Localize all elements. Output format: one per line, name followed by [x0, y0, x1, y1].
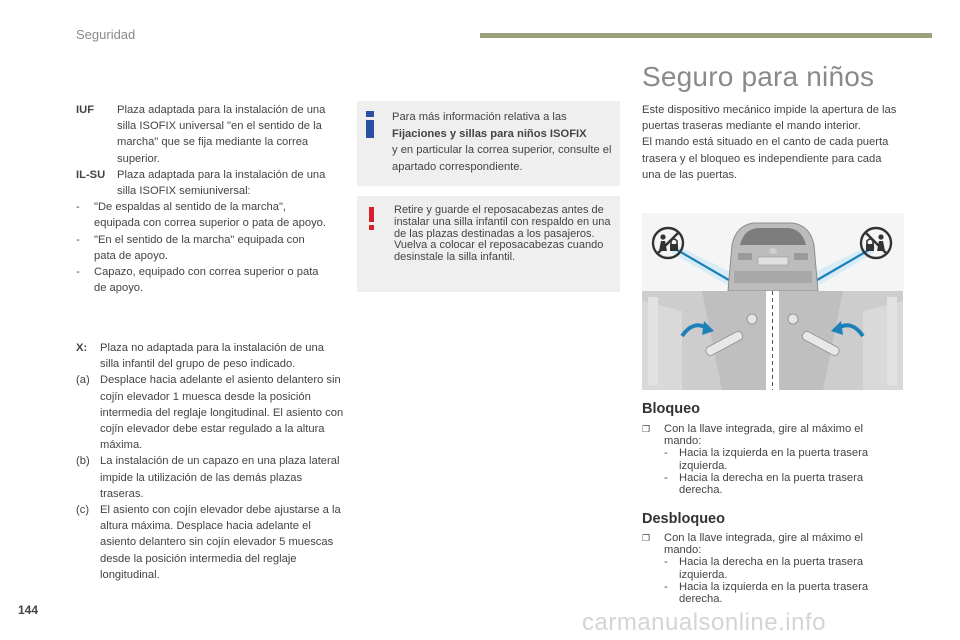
- door-edge-drawing-left: [642, 291, 766, 390]
- page-title: Seguro para niños: [642, 61, 875, 92]
- note-item: [76, 453, 346, 502]
- sub-text: Hacia la derecha en la puerta trasera izquierda.: [679, 556, 864, 581]
- definition-iuf: [76, 102, 346, 167]
- dash-text: "De espaldas al sentido de la marcha", equipada con correa superior o pata de apoyo.: [94, 201, 326, 230]
- bullet-text: Con la llave integrada, gire al máximo el mando:: [664, 532, 863, 557]
- note-mark: (b): [76, 455, 90, 468]
- definition-term: IL-SU: [76, 168, 106, 181]
- definition-term: IUF: [76, 104, 95, 116]
- warning-text: Retire y guarde el reposacabezas antes de instalar una silla infantil con respaldo en una de las plazas destinadas a los pasajeros. Vuelva a colocar el reposacabezas cuando desinstale la silla infantil.: [394, 204, 611, 264]
- definition-desc: Plaza adaptada para la instalación de una silla ISOFIX semiuniversal:: [117, 168, 326, 198]
- bullet-marker-icon: ❒: [642, 533, 651, 543]
- note-text: El asiento con cojín elevador debe ajustarse a la altura máxima. Desplace hacia adelante el asiento delantero sin cojín elevador 5 muescas desde la posición intermedia del reglaje longitudinal.: [100, 504, 341, 581]
- info-box: [357, 101, 620, 186]
- sub-item: [664, 581, 900, 605]
- definition-ilsu: [76, 167, 346, 199]
- heading-bloqueo: Bloqueo: [642, 401, 700, 417]
- note-text: Desplace hacia adelante el asiento delantero sin cojín elevador 1 muesca desde la posición intermedia del reglaje longitudinal. El asiento con cojín elevador debe estar regulado a la altura máxima.: [100, 374, 344, 452]
- warning-box: [357, 196, 620, 292]
- intro-paragraph-2: El mando está situado en el canto de cada puerta trasera y el bloqueo es independiente para cada una de las puertas.: [642, 136, 889, 181]
- info-text: [392, 109, 614, 175]
- note-text: Plaza no adaptada para la instalación de una silla infantil del grupo de peso indicado.: [100, 342, 324, 371]
- dash-text: Capazo, equipado con correa superior o pata de apoyo.: [94, 266, 319, 295]
- page-number: 144: [18, 603, 39, 617]
- note-item: [76, 340, 346, 372]
- header-accent-bar: [480, 33, 932, 38]
- desbloqueo-steps: [642, 532, 900, 605]
- note-mark: (c): [76, 504, 90, 517]
- info-icon: [365, 111, 375, 138]
- dash-text: "En el sentido de la marcha" equipada con pata de apoyo.: [94, 233, 305, 262]
- sub-text: Hacia la izquierda en la puerta trasera derecha.: [679, 580, 869, 606]
- sub-item: [664, 472, 900, 496]
- child-lock-icon-right: [858, 225, 894, 261]
- dash-marker: -: [664, 556, 668, 569]
- note-item: [76, 372, 346, 453]
- definition-desc: Plaza adaptada para la instalación de una silla ISOFIX universal "en el sentido de la marcha" que se fija mediante la correa superior.: [117, 104, 326, 165]
- dash-item: [76, 199, 346, 231]
- figure-divider: [768, 291, 777, 390]
- car-rear-illustration: [642, 213, 904, 291]
- bullet-text: Con la llave integrada, gire al máximo el mando:: [664, 423, 863, 448]
- dash-item: [76, 264, 346, 296]
- bullet-marker-icon: ❒: [642, 424, 651, 434]
- door-edge-illustration-left: [642, 291, 766, 390]
- child-lock-icon-left: [650, 225, 686, 261]
- column-1: [76, 102, 346, 296]
- dash-marker: -: [76, 233, 80, 246]
- watermark: carmanualsonline.info: [582, 609, 826, 636]
- dash-item: [76, 232, 346, 264]
- bloqueo-steps: [642, 423, 900, 496]
- door-edge-drawing-right: [779, 291, 903, 390]
- dash-marker: -: [76, 201, 80, 214]
- info-line-3: y en particular la correa superior, consulte el apartado correspondiente.: [392, 144, 612, 173]
- section-label: Seguridad: [76, 27, 136, 42]
- sub-item: [664, 556, 900, 580]
- intro-paragraph-1: Este dispositivo mecánico impide la apertura de las puertas traseras mediante el mando interior.: [642, 104, 897, 133]
- info-line-bold: Fijaciones y sillas para niños ISOFIX: [392, 127, 587, 140]
- warning-icon: [368, 207, 376, 231]
- heading-desbloqueo: Desbloqueo: [642, 511, 725, 527]
- intro-text: [642, 102, 900, 183]
- note-mark: X:: [76, 342, 88, 354]
- sub-item: [664, 447, 900, 471]
- note-item: [76, 502, 346, 583]
- info-line-1: Para más información relativa a las: [392, 111, 567, 123]
- dash-marker: -: [664, 580, 668, 593]
- note-text: La instalación de un capazo en una plaza lateral impide la utilización de las demás plazas traseras.: [100, 455, 340, 500]
- dash-marker: -: [664, 447, 668, 460]
- sub-text: Hacia la izquierda en la puerta trasera izquierda.: [679, 447, 869, 472]
- sub-text: Hacia la derecha en la puerta trasera derecha.: [679, 471, 864, 497]
- door-edge-illustration-right: [779, 291, 903, 390]
- dash-marker: -: [76, 266, 80, 279]
- dash-marker: -: [664, 471, 668, 484]
- note-mark: (a): [76, 374, 90, 387]
- bullet-item: [642, 423, 900, 447]
- bullet-item: [642, 532, 900, 556]
- notes-list: [76, 340, 346, 583]
